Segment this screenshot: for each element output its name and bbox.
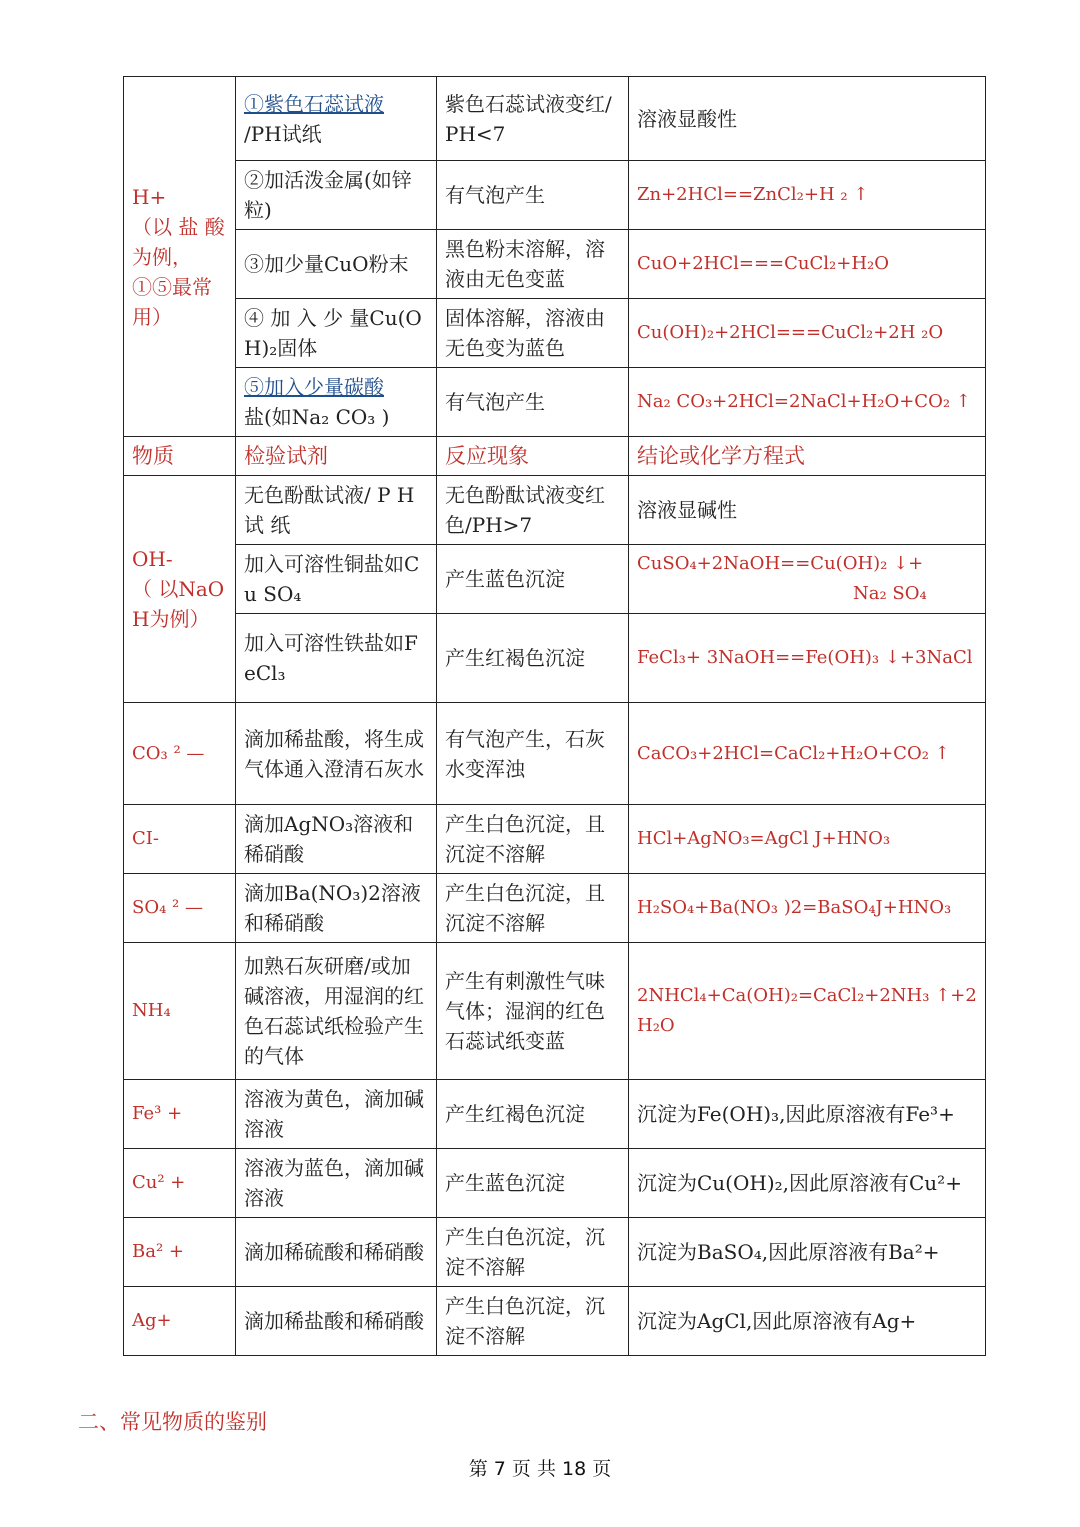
reagent-cell: 加入可溶性铁盐如FeCl₃ bbox=[236, 614, 437, 703]
reagent-cell: 滴加稀硫酸和稀硝酸 bbox=[236, 1218, 437, 1287]
table-row bbox=[124, 77, 986, 161]
reagent-cell: 滴加稀盐酸，将生成气体通入澄清石灰水 bbox=[236, 703, 437, 805]
reagent-cell: 滴加Ba(NO₃)2溶液和稀硝酸 bbox=[236, 874, 437, 943]
substance-cell: Ag+ bbox=[124, 1287, 236, 1356]
reagent-cell: 无色酚酞试液/ P H 试 纸 bbox=[236, 476, 437, 545]
substance-cell: Ba² + bbox=[124, 1218, 236, 1287]
reagent-cell: 滴加AgNO₃溶液和稀硝酸 bbox=[236, 805, 437, 874]
conclusion-cell: Cu(OH)₂+2HCl===CuCl₂+2H ₂O bbox=[629, 299, 986, 368]
substance-cell: Cu² + bbox=[124, 1149, 236, 1218]
table-row bbox=[124, 805, 986, 874]
phenomenon-cell: 有气泡产生 bbox=[437, 161, 629, 230]
substance-cell: CI- bbox=[124, 805, 236, 874]
table-row bbox=[124, 1287, 986, 1356]
conclusion-cell: CuO+2HCl===CuCl₂+H₂O bbox=[629, 230, 986, 299]
reagent-cell: ③加少量CuO粉末 bbox=[236, 230, 437, 299]
header-phenomenon: 反应现象 bbox=[437, 437, 629, 476]
header-conclusion: 结论或化学方程式 bbox=[629, 437, 986, 476]
table-row bbox=[124, 1218, 986, 1287]
conclusion-cell bbox=[629, 545, 986, 614]
header-substance: 物质 bbox=[124, 437, 236, 476]
conclusion-cell: H₂SO₄+Ba(NO₃ )2=BaSO₄J+HNO₃ bbox=[629, 874, 986, 943]
reagent-cell: 溶液为黄色，滴加碱溶液 bbox=[236, 1080, 437, 1149]
phenomenon-cell: 有气泡产生 bbox=[437, 368, 629, 437]
section-title: 二、常见物质的鉴别 bbox=[78, 1410, 267, 1434]
conclusion-cell: 沉淀为Cu(OH)₂,因此原溶液有Cu²+ bbox=[629, 1149, 986, 1218]
phenomenon-cell: 产生白色沉淀，且沉淀不溶解 bbox=[437, 874, 629, 943]
table-row bbox=[124, 230, 986, 299]
reagent-cell: 加熟石灰研磨/或加碱溶液，用湿润的红色石蕊试纸检验产生的气体 bbox=[236, 943, 437, 1080]
conclusion-cell: 沉淀为BaSO₄,因此原溶液有Ba²+ bbox=[629, 1218, 986, 1287]
conclusion-cell: 沉淀为AgCl,因此原溶液有Ag+ bbox=[629, 1287, 986, 1356]
table-row bbox=[124, 1149, 986, 1218]
substance-cell: SO₄ ² — bbox=[124, 874, 236, 943]
table-row bbox=[124, 545, 986, 614]
table-row bbox=[124, 368, 986, 437]
substance-cell: CO₃ ² — bbox=[124, 703, 236, 805]
reagent-cell: 滴加稀盐酸和稀硝酸 bbox=[236, 1287, 437, 1356]
conclusion-line: Na₂ SO₄ bbox=[853, 583, 927, 604]
reagent-highlight: ⑤加入少量碳酸 bbox=[244, 375, 384, 399]
conclusion-cell: 2NHCl₄+Ca(OH)₂=CaCl₂+2NH₃ ↑+2H₂O bbox=[629, 943, 986, 1080]
reagent-text: 盐(如Na₂ CO₃ ) bbox=[244, 405, 390, 429]
table-row bbox=[124, 703, 986, 805]
phenomenon-cell: 产生白色沉淀，且沉淀不溶解 bbox=[437, 805, 629, 874]
conclusion-cell: FeCl₃+ 3NaOH==Fe(OH)₃ ↓+3NaCl bbox=[629, 614, 986, 703]
phenomenon-cell: 产生白色沉淀，沉淀不溶解 bbox=[437, 1287, 629, 1356]
phenomenon-cell: 产生蓝色沉淀 bbox=[437, 1149, 629, 1218]
reagent-cell bbox=[236, 77, 437, 161]
reagent-highlight: ①紫色石蕊试液 bbox=[244, 91, 384, 116]
table-header-row bbox=[124, 437, 986, 476]
phenomenon-cell: 产生红褐色沉淀 bbox=[437, 614, 629, 703]
phenomenon-cell: 产生白色沉淀，沉淀不溶解 bbox=[437, 1218, 629, 1287]
table-row bbox=[124, 614, 986, 703]
phenomenon-cell: 产生有刺激性气味气体；湿润的红色石蕊试纸变蓝 bbox=[437, 943, 629, 1080]
reagent-cell: ④ 加 入 少 量Cu(OH)₂固体 bbox=[236, 299, 437, 368]
table-row bbox=[124, 299, 986, 368]
reagent-cell: 加入可溶性铜盐如Cu SO₄ bbox=[236, 545, 437, 614]
conclusion-cell: 溶液显酸性 bbox=[629, 77, 986, 161]
phenomenon-cell: 有气泡产生，石灰水变浑浊 bbox=[437, 703, 629, 805]
table-row bbox=[124, 943, 986, 1080]
conclusion-cell: CaCO₃+2HCl=CaCl₂+H₂O+CO₂ ↑ bbox=[629, 703, 986, 805]
conclusion-cell: 溶液显碱性 bbox=[629, 476, 986, 545]
reagent-cell bbox=[236, 368, 437, 437]
table-row bbox=[124, 161, 986, 230]
table-row bbox=[124, 476, 986, 545]
reagent-cell: ②加活泼金属(如锌粒) bbox=[236, 161, 437, 230]
reagent-cell: 溶液为蓝色，滴加碱溶液 bbox=[236, 1149, 437, 1218]
conclusion-cell: 沉淀为Fe(OH)₃,因此原溶液有Fe³+ bbox=[629, 1080, 986, 1149]
substance-cell: Fe³ + bbox=[124, 1080, 236, 1149]
phenomenon-cell: 固体溶解，溶液由无色变为蓝色 bbox=[437, 299, 629, 368]
phenomenon-cell: 紫色石蕊试液变红/PH<7 bbox=[437, 77, 629, 161]
page-footer: 第 7 页 共 18 页 bbox=[468, 1458, 612, 1480]
ion-test-table bbox=[123, 76, 986, 1356]
conclusion-cell: Na₂ CO₃+2HCl=2NaCl+H₂O+CO₂ ↑ bbox=[629, 368, 986, 437]
reagent-text: /PH试纸 bbox=[244, 121, 322, 146]
conclusion-line: CuSO₄+2NaOH==Cu(OH)₂ ↓+ bbox=[637, 553, 924, 574]
table-row bbox=[124, 874, 986, 943]
conclusion-cell: HCl+AgNO₃=AgCl J+HNO₃ bbox=[629, 805, 986, 874]
header-reagent: 检验试剂 bbox=[236, 437, 437, 476]
phenomenon-cell: 黑色粉末溶解，溶液由无色变蓝 bbox=[437, 230, 629, 299]
phenomenon-cell: 产生红褐色沉淀 bbox=[437, 1080, 629, 1149]
phenomenon-cell: 产生蓝色沉淀 bbox=[437, 545, 629, 614]
substance-cell: NH₄ bbox=[124, 943, 236, 1080]
substance-cell: H+ （以 盐 酸为例， ①⑤最常用） bbox=[124, 77, 236, 437]
table-row bbox=[124, 1080, 986, 1149]
conclusion-cell: Zn+2HCl==ZnCl₂+H ₂ ↑ bbox=[629, 161, 986, 230]
phenomenon-cell: 无色酚酞试液变红色/PH>7 bbox=[437, 476, 629, 545]
substance-cell: OH- （ 以NaOH为例） bbox=[124, 476, 236, 703]
